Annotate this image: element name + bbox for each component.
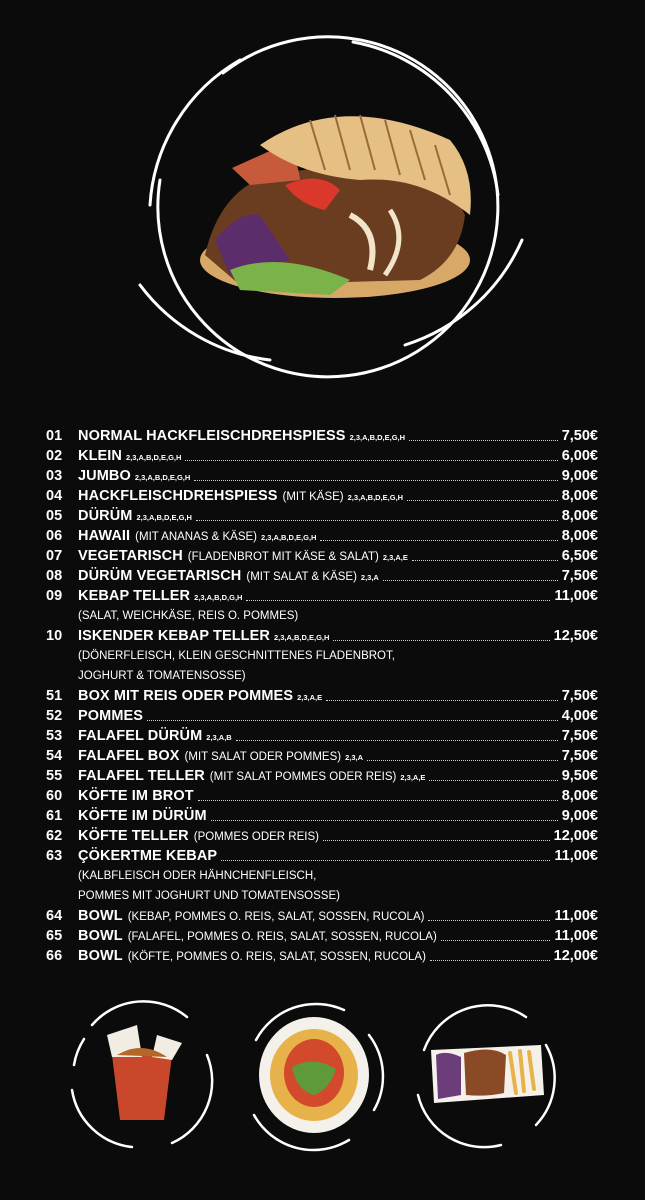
menu-item-note: (FALAFEL, POMMES O. REIS, SALAT, SOSSEN, RUCOLA) — [127, 931, 437, 943]
menu-item-price: 11,00€ — [554, 848, 598, 864]
menu-item-price: 4,00€ — [561, 708, 598, 724]
menu-list — [46, 426, 598, 966]
menu-item-name: DÜRÜM VEGETARISCH — [78, 568, 242, 584]
menu-item-name: KÖFTE TELLER — [78, 828, 189, 844]
menu-item-price: 8,00€ — [561, 788, 598, 804]
menu-item-note: (KÖFTE, POMMES O. REIS, SALAT, SOSSEN, RUCOLA) — [127, 951, 426, 963]
menu-item-name: DÜRÜM — [78, 508, 133, 524]
menu-item-number: 63 — [46, 848, 63, 864]
menu-item-name: HAWAII — [78, 528, 131, 544]
menu-item-note: (MIT KÄSE) — [282, 491, 344, 503]
menu-item-price: 11,00€ — [554, 908, 598, 924]
menu-item-name: HACKFLEISCHDREHSPIESS — [78, 488, 278, 504]
menu-item-price: 12,00€ — [553, 948, 598, 964]
menu-item-allergens: 2,3,A,B,D,E,G,H — [134, 473, 191, 482]
menu-item-allergens: 2,3,A,B,D,E,G,H — [273, 633, 330, 642]
dotted-leader — [333, 640, 549, 641]
dotted-leader — [409, 440, 558, 441]
menu-item-51 — [46, 686, 598, 706]
menu-item-note: (KEBAP, POMMES O. REIS, SALAT, SOSSEN, RUCOLA) — [127, 911, 425, 923]
menu-item-price: 7,50€ — [561, 688, 598, 704]
dotted-leader — [198, 800, 558, 801]
menu-item-number: 53 — [46, 728, 63, 744]
menu-item-price: 11,00€ — [554, 928, 598, 944]
menu-item-number: 62 — [46, 828, 63, 844]
dotted-leader — [196, 520, 558, 521]
menu-item-note: (MIT SALAT ODER POMMES) — [184, 751, 342, 763]
menu-item-53 — [46, 726, 598, 746]
menu-item-06 — [46, 526, 598, 546]
menu-item-price: 7,50€ — [561, 728, 598, 744]
menu-item-allergens: 2,3,A,B,D,E,G,H — [347, 493, 404, 502]
menu-item-note: (MIT ANANAS & KÄSE) — [135, 531, 258, 543]
dotted-leader — [246, 600, 550, 601]
menu-item-number: 54 — [46, 748, 63, 764]
menu-item-name: KÖFTE IM BROT — [78, 788, 194, 804]
menu-item-price: 11,00€ — [554, 588, 598, 604]
menu-item-allergens: 2,3,A,B,D,E,G,H — [261, 533, 317, 542]
menu-item-number: 65 — [46, 928, 63, 944]
menu-item-note: (POMMES ODER REIS) — [193, 831, 319, 843]
menu-item-number: 05 — [46, 508, 63, 524]
menu-item-allergens: 2,3,A,B,D,G,H — [194, 593, 243, 602]
menu-item-note: (MIT SALAT & KÄSE) — [246, 571, 357, 583]
menu-item-number: 60 — [46, 788, 63, 804]
menu-item-price: 12,00€ — [553, 828, 598, 844]
menu-item-price: 8,00€ — [561, 488, 598, 504]
menu-item-66 — [46, 946, 598, 966]
menu-item-name: ÇÖKERTME KEBAP — [78, 848, 218, 864]
dotted-leader — [221, 860, 550, 861]
menu-item-08 — [46, 566, 598, 586]
menu-item-allergens: 2,3,A,E — [382, 553, 408, 562]
menu-item-price: 6,00€ — [561, 448, 598, 464]
dotted-leader — [407, 500, 558, 501]
menu-item-description: (KALBFLEISCH ODER HÄHNCHENFLEISCH, — [78, 870, 317, 882]
menu-item-price: 7,50€ — [561, 568, 598, 584]
menu-item-number: 08 — [46, 568, 63, 584]
menu-item-name: ISKENDER KEBAP TELLER — [78, 628, 270, 644]
menu-item-allergens: 2,3,A,B,D,E,G,H — [136, 513, 192, 522]
menu-item-price: 8,00€ — [561, 508, 598, 524]
menu-item-allergens: 2,3,A,B,D,E,G,H — [126, 453, 182, 462]
menu-item-61 — [46, 806, 598, 826]
menu-item-description: (DÖNERFLEISCH, KLEIN GESCHNITTENES FLADENBROT, — [78, 650, 395, 662]
menu-item-name: BOWL — [78, 928, 123, 944]
dotted-leader — [326, 700, 558, 701]
menu-item-07 — [46, 546, 598, 566]
menu-item-65 — [46, 926, 598, 946]
menu-item-price: 6,50€ — [561, 548, 598, 564]
menu-item-price: 7,50€ — [561, 748, 598, 764]
menu-item-number: 03 — [46, 468, 63, 484]
dotted-leader — [147, 720, 558, 721]
dotted-leader — [211, 820, 558, 821]
menu-item-54 — [46, 746, 598, 766]
hero-doner-image — [120, 10, 530, 400]
menu-item-52 — [46, 706, 598, 726]
menu-item-number: 66 — [46, 948, 63, 964]
dotted-leader — [185, 460, 557, 461]
menu-item-63 — [46, 846, 598, 866]
menu-item-10 — [46, 626, 598, 646]
menu-item-price: 8,00€ — [561, 528, 598, 544]
menu-item-price: 12,50€ — [553, 628, 598, 644]
dotted-leader — [320, 540, 557, 541]
thumb-fries-plate — [234, 995, 394, 1155]
menu-item-09 — [46, 586, 598, 606]
dotted-leader — [429, 780, 557, 781]
menu-item-note: (FLADENBROT MIT KÄSE & SALAT) — [187, 551, 379, 563]
menu-item-number: 02 — [46, 448, 63, 464]
menu-item-allergens: 2,3,A — [345, 753, 364, 762]
dotted-leader — [441, 940, 551, 941]
menu-item-price: 9,00€ — [561, 808, 598, 824]
menu-item-02 — [46, 446, 598, 466]
menu-item-description: POMMES MIT JOGHURT UND TOMATENSOSSE) — [78, 890, 340, 902]
menu-item-number: 55 — [46, 768, 63, 784]
menu-item-number: 51 — [46, 688, 63, 704]
dotted-leader — [323, 840, 550, 841]
menu-item-description: JOGHURT & TOMATENSOSSE) — [78, 670, 246, 682]
menu-item-name: FALAFEL DÜRÜM — [78, 728, 203, 744]
menu-item-price: 9,50€ — [561, 768, 598, 784]
menu-item-description: (SALAT, WEICHKÄSE, REIS O. POMMES) — [78, 610, 299, 622]
dotted-leader — [236, 740, 558, 741]
menu-item-price: 7,50€ — [561, 428, 598, 444]
menu-item-name: BOWL — [78, 948, 123, 964]
dotted-leader — [428, 920, 550, 921]
menu-item-price: 9,00€ — [561, 468, 598, 484]
menu-item-note: (MIT SALAT POMMES ODER REIS) — [209, 771, 397, 783]
menu-item-number: 06 — [46, 528, 63, 544]
menu-item-number: 07 — [46, 548, 63, 564]
menu-item-name: KEBAP TELLER — [78, 588, 191, 604]
menu-item-allergens: 2,3,A,E — [400, 773, 426, 782]
menu-item-60 — [46, 786, 598, 806]
menu-item-allergens: 2,3,A,E — [297, 693, 323, 702]
menu-item-name: VEGETARISCH — [78, 548, 183, 564]
menu-item-name: BOWL — [78, 908, 123, 924]
menu-item-name: KÖFTE IM DÜRÜM — [78, 808, 207, 824]
dotted-leader — [367, 760, 558, 761]
menu-item-55 — [46, 766, 598, 786]
menu-item-name: JUMBO — [78, 468, 131, 484]
menu-item-allergens: 2,3,A,B — [206, 733, 232, 742]
menu-item-name: FALAFEL TELLER — [78, 768, 205, 784]
menu-item-64 — [46, 906, 598, 926]
menu-item-01 — [46, 426, 598, 446]
menu-item-allergens: 2,3,A — [360, 573, 379, 582]
menu-item-04 — [46, 486, 598, 506]
menu-item-number: 09 — [46, 588, 63, 604]
menu-item-name: BOX MIT REIS ODER POMMES — [78, 688, 294, 704]
menu-item-number: 64 — [46, 908, 63, 924]
menu-item-name: NORMAL HACKFLEISCHDREHSPIESS — [78, 428, 346, 444]
thumb-noodle-box — [62, 995, 222, 1155]
menu-item-number: 52 — [46, 708, 63, 724]
menu-item-62 — [46, 826, 598, 846]
menu-item-number: 61 — [46, 808, 63, 824]
menu-item-number: 04 — [46, 488, 63, 504]
thumb-kebap-plate — [406, 995, 566, 1155]
menu-item-name: FALAFEL BOX — [78, 748, 180, 764]
menu-item-allergens: 2,3,A,B,D,E,G,H — [349, 433, 406, 442]
dotted-leader — [194, 480, 557, 481]
menu-item-name: POMMES — [78, 708, 144, 724]
dotted-leader — [383, 580, 558, 581]
menu-item-number: 10 — [46, 628, 63, 644]
menu-item-name: KLEIN — [78, 448, 122, 464]
menu-item-03 — [46, 466, 598, 486]
menu-item-number: 01 — [46, 428, 63, 444]
menu-item-05 — [46, 506, 598, 526]
dotted-leader — [412, 560, 558, 561]
dotted-leader — [430, 960, 550, 961]
